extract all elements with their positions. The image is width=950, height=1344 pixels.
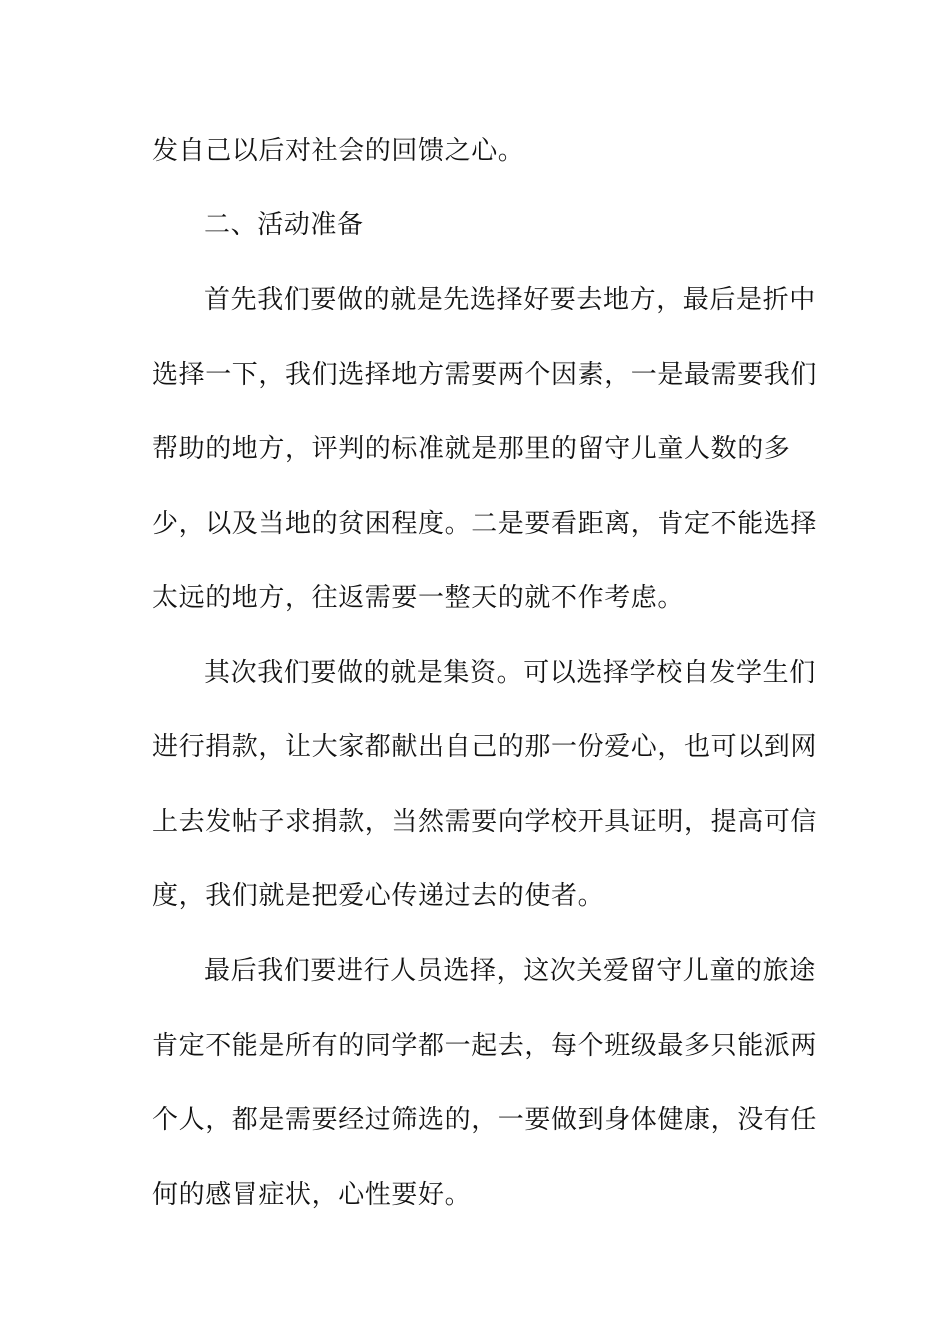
paragraph-line: 少，以及当地的贫困程度。二是要看距离，肯定不能选择 <box>152 509 818 539</box>
paragraph-line: 其次我们要做的就是集资。可以选择学校自发学生们 <box>204 658 816 688</box>
paragraph-line: 帮助的地方，评判的标准就是那里的留守儿童人数的多 <box>152 434 791 464</box>
paragraph-line: 肯定不能是所有的同学都一起去，每个班级最多只能派两 <box>152 1031 818 1061</box>
paragraph-line: 最后我们要进行人员选择，这次关爱留守儿童的旅途 <box>204 956 816 986</box>
paragraph-line: 何的感冒症状，心性要好。 <box>152 1180 472 1210</box>
paragraph-line: 太远的地方，往返需要一整天的就不作考虑。 <box>152 583 685 613</box>
section-heading: 二、活动准备 <box>204 210 364 240</box>
text-line-continuation: 发自己以后对社会的回馈之心。 <box>152 136 525 166</box>
paragraph-line: 度，我们就是把爱心传递过去的使者。 <box>152 881 605 911</box>
paragraph-line: 上去发帖子求捐款，当然需要向学校开具证明，提高可信 <box>152 807 818 837</box>
paragraph-line: 选择一下，我们选择地方需要两个因素，一是最需要我们 <box>152 360 818 390</box>
paragraph-line: 首先我们要做的就是先选择好要去地方，最后是折中 <box>204 285 816 315</box>
paragraph-line: 个人，都是需要经过筛选的，一要做到身体健康，没有任 <box>152 1105 818 1135</box>
paragraph-line: 进行捐款，让大家都献出自己的那一份爱心，也可以到网 <box>152 732 818 762</box>
